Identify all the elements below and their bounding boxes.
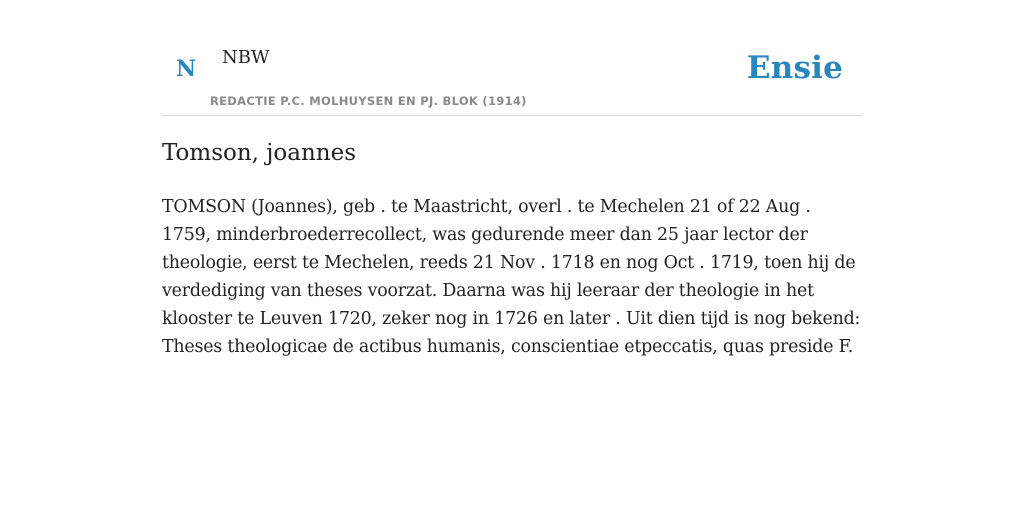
source-subtitle: REDACTIE P.C. MOLHUYSEN EN PJ. BLOK (1914) bbox=[210, 94, 527, 108]
source-logo: N bbox=[176, 56, 197, 82]
source-header bbox=[162, 34, 862, 116]
source-name[interactable]: NBW bbox=[222, 47, 270, 68]
article-title: Tomson, joannes bbox=[162, 140, 357, 166]
article-body: TOMSON (Joannes), geb . te Maastricht, overl . te Mechelen 21 of 22 Aug . 1759, minderbroederrecollect, was gedurende meer dan 25 jaar lector der theologie, eerst te Mechelen, reeds 21 Nov . 1718 en nog Oct . 1719, toen hij de verdediging van theses voorzat. Daarna was hij leeraar der theologie in het klooster te Leuven 1720, zeker nog in 1726 en later . Uit dien tijd is nog bekend: Theses theologicae de actibus humanis, conscientiae etpeccatis, quas preside F. bbox=[162, 197, 861, 357]
brand-logo-link[interactable]: Ensie bbox=[746, 50, 843, 86]
